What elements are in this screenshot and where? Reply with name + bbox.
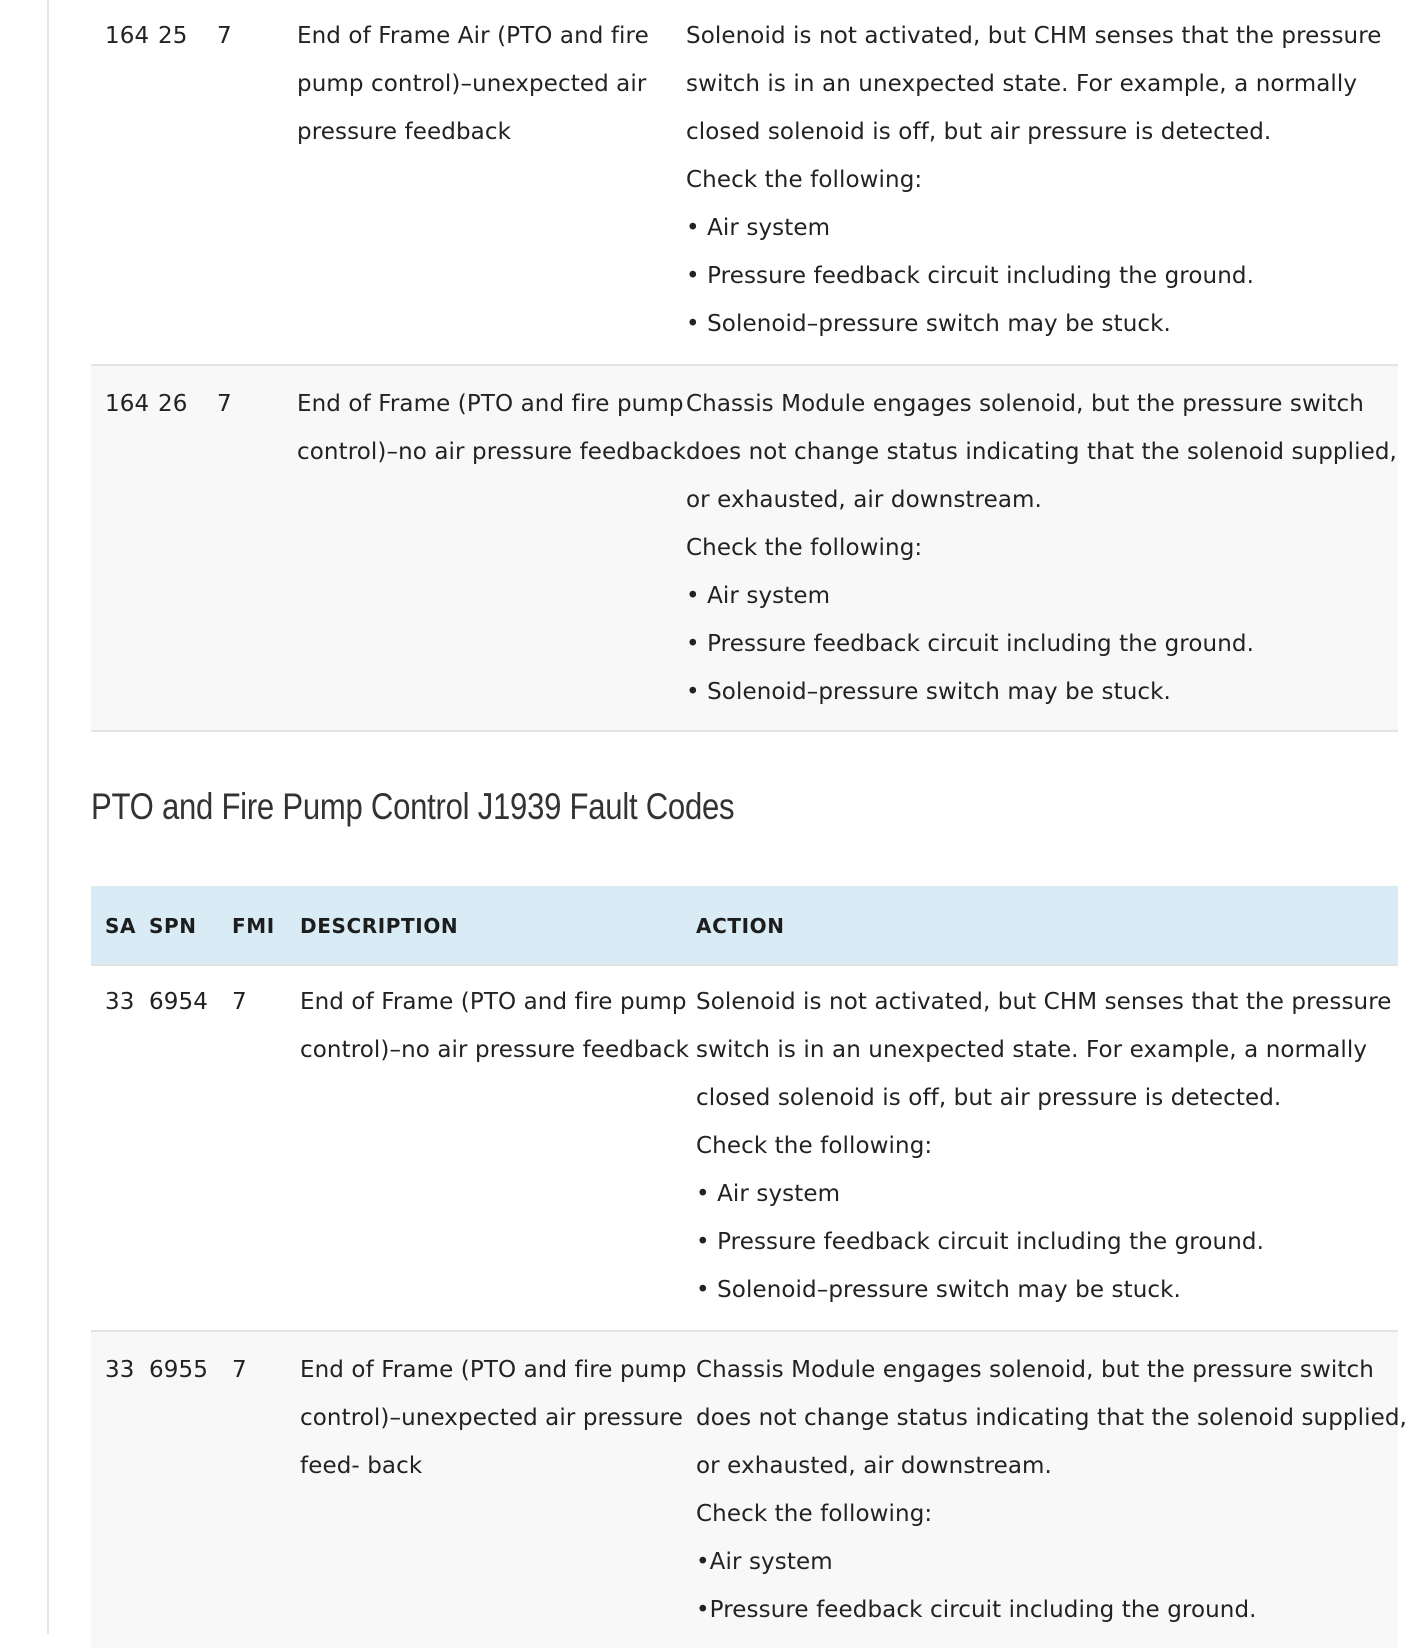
header-action: ACTION	[696, 886, 1398, 965]
action-line: Check the following:	[696, 1133, 933, 1159]
fmi-cell: 7	[217, 0, 297, 365]
action-cell	[686, 0, 1398, 365]
action-cell	[696, 965, 1398, 1331]
spn-cell: 26	[158, 365, 217, 731]
action-line: switch is in an unexpected state. For example, a normally	[686, 71, 1358, 97]
table-row	[91, 365, 1398, 731]
sa-cell: 164	[91, 365, 158, 731]
table-row	[91, 965, 1398, 1331]
spn-cell: 6954	[149, 965, 232, 1331]
j1939-table-wrapper	[91, 886, 1407, 1648]
description-line: End of Frame (PTO and fire pump	[297, 391, 684, 417]
action-bullet: • Air system	[696, 1181, 841, 1207]
fmi-cell: 7	[217, 365, 297, 731]
action-line: closed solenoid is off, but air pressure is detected.	[696, 1085, 1282, 1111]
table-row	[91, 0, 1398, 365]
action-line: Chassis Module engages solenoid, but the pressure switch	[686, 391, 1364, 417]
description-line: feed- back	[300, 1453, 423, 1479]
j1939-fault-code-table	[91, 886, 1407, 1648]
action-line: Chassis Module engages solenoid, but the pressure switch	[696, 1357, 1374, 1383]
description-line: control)–no air pressure feedback	[300, 1037, 690, 1063]
action-line: does not change status indicating that the solenoid supplied,	[686, 439, 1397, 465]
action-bullet: •Pressure feedback circuit including the ground.	[696, 1597, 1257, 1623]
sa-cell: 33	[91, 965, 149, 1331]
action-line: switch is in an unexpected state. For example, a normally	[696, 1037, 1368, 1063]
action-bullet: • Air system	[686, 215, 831, 241]
description-line: End of Frame Air (PTO and fire	[297, 23, 649, 49]
description-line: control)–unexpected air pressure	[300, 1405, 683, 1431]
sa-cell: 164	[91, 0, 158, 365]
action-line: or exhausted, air downstream.	[686, 487, 1042, 513]
spn-cell: 6955	[149, 1357, 208, 1383]
header-sa: SA	[91, 886, 149, 965]
action-line: does not change status indicating that the solenoid supplied,	[696, 1405, 1407, 1431]
action-line: Check the following:	[696, 1501, 933, 1527]
action-bullet: • Pressure feedback circuit including the ground.	[686, 263, 1254, 289]
fmi-cell: 7	[232, 965, 300, 1331]
action-bullet: • Pressure feedback circuit including the ground.	[686, 631, 1254, 657]
action-cell	[686, 365, 1398, 731]
action-line: Check the following:	[686, 167, 923, 193]
action-bullet: • Solenoid–pressure switch may be stuck.	[686, 679, 1171, 705]
action-bullet: • Solenoid–pressure switch may be stuck.	[696, 1277, 1181, 1303]
header-description: DESCRIPTION	[300, 886, 696, 965]
description-cell	[297, 0, 686, 365]
description-cell	[300, 1331, 696, 1648]
action-bullet: •Air system	[696, 1549, 833, 1575]
action-line: Solenoid is not activated, but CHM senses that the pressure	[696, 989, 1392, 1015]
action-bullet: • Air system	[686, 583, 831, 609]
action-cell	[696, 1331, 1407, 1648]
header-spn: SPN	[149, 886, 232, 965]
spn-cell: 25	[158, 0, 217, 365]
action-bullet: • Pressure feedback circuit including the ground.	[696, 1229, 1264, 1255]
description-cell	[297, 365, 686, 731]
action-line: or exhausted, air downstream.	[696, 1453, 1052, 1479]
table-row	[91, 1331, 1398, 1648]
action-line: closed solenoid is off, but air pressure is detected.	[686, 119, 1272, 145]
sa-cell: 33	[105, 1357, 135, 1383]
page-left-border	[47, 0, 49, 1634]
description-line: End of Frame (PTO and fire pump	[300, 1357, 687, 1383]
action-bullet: • Solenoid–pressure switch may be stuck.	[686, 311, 1171, 337]
article-content	[91, 0, 1407, 1623]
action-line: Solenoid is not activated, but CHM senses that the pressure	[686, 23, 1382, 49]
fmi-cell: 7	[232, 1357, 247, 1383]
action-line: Check the following:	[686, 535, 923, 561]
table-header-row	[91, 886, 1398, 965]
description-line: pressure feedback	[297, 119, 512, 145]
description-line: control)–no air pressure feedback	[297, 439, 687, 465]
description-line: End of Frame (PTO and fire pump	[300, 989, 687, 1015]
fault-code-table-continued	[91, 0, 1398, 732]
description-line: pump control)–unexpected air	[297, 71, 647, 97]
header-fmi: FMI	[232, 886, 300, 965]
section-title: PTO and Fire Pump Control J1939 Fault Codes	[91, 786, 735, 827]
description-cell	[300, 965, 696, 1331]
